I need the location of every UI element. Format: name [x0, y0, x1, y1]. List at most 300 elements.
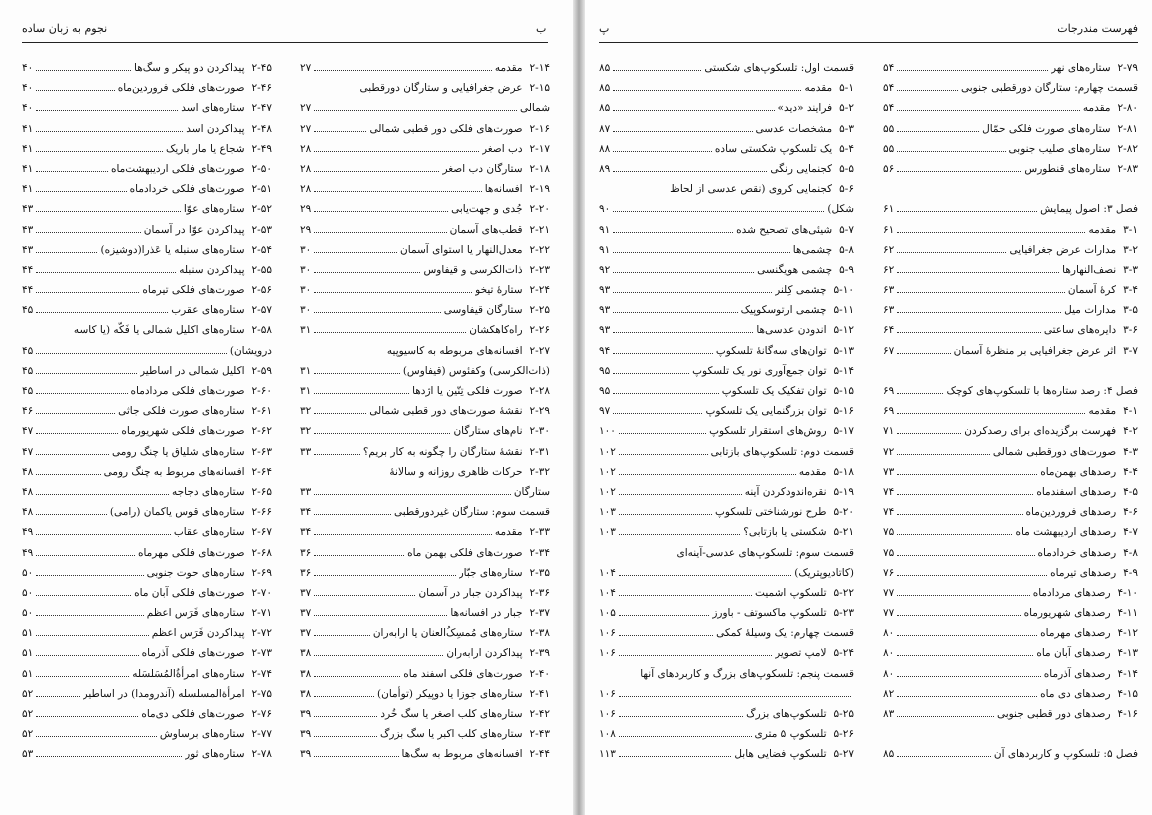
- toc-entry: [883, 442, 1138, 462]
- dot-leader: [314, 488, 511, 495]
- entry-title: ستاره‌های عقرب: [171, 304, 245, 317]
- right-page: [585, 0, 1152, 815]
- entry-title: رصدهای مردادماه: [1032, 586, 1111, 599]
- entry-number: ۵-۳: [839, 122, 854, 135]
- dot-leader: [314, 448, 360, 455]
- entry-page-number: ۸۵: [883, 748, 895, 761]
- dot-leader: [619, 690, 851, 697]
- dot-leader: [36, 306, 168, 313]
- dot-leader: [613, 226, 733, 233]
- dot-leader: [897, 226, 1085, 233]
- entry-number: ۲-۱۸: [529, 162, 550, 175]
- dot-leader: [897, 165, 1021, 172]
- toc-entry: [300, 744, 550, 764]
- toc-entry: [599, 159, 854, 179]
- entry-title: پیداکردن ارابه‌ران: [446, 647, 523, 660]
- entry-page-number: ۵۲: [22, 708, 34, 720]
- entry-number: ۲-۵۵: [251, 263, 272, 276]
- entry-title: ستاره‌های نهر: [1050, 62, 1111, 74]
- entry-number: ۲-۴۴: [529, 748, 550, 761]
- entry-page-number: ۳۹: [300, 728, 312, 741]
- entry-title: افسانه‌های مربوطه به کاسیوپیه: [386, 344, 523, 357]
- dot-leader: [897, 468, 1037, 475]
- entry-title: مدارات میل: [1064, 304, 1117, 317]
- entry-page-number: ۹۰: [599, 203, 611, 216]
- entry-number: ۴-۴: [1123, 465, 1138, 478]
- toc-entry: [300, 361, 550, 381]
- entry-title: صورت‌های فلکی آبان ماه: [134, 586, 245, 599]
- dot-leader: [619, 488, 742, 495]
- entry-title: فصل ۴: رصد ستاره‌ها با تلسکوپ‌های کوچک: [946, 385, 1138, 397]
- toc-entry: [22, 744, 272, 764]
- entry-page-number: ۴۱: [22, 122, 34, 135]
- toc-entry: [599, 563, 854, 583]
- entry-number: ۲-۴۱: [529, 687, 550, 700]
- entry-page-number: ۲۸: [300, 162, 312, 175]
- toc-entry: [599, 78, 854, 98]
- toc-entry: [300, 583, 550, 603]
- entry-title: ستاره‌های مُمسِکُ‌العنان یا ارابه‌ران: [372, 627, 523, 640]
- dot-leader: [613, 306, 737, 313]
- entry-number: ۲-۴۲: [529, 708, 550, 720]
- entry-title: ستارگان: [513, 485, 550, 498]
- entry-page-number: ۳۰: [300, 263, 312, 276]
- entry-page-number: ۳۴: [300, 506, 312, 519]
- entry-title: ستاره‌های اکلیل شمالی یا فَکّه (یا کاسه: [73, 324, 245, 337]
- entry-title: روش‌های استقرار تلسکوپ: [709, 425, 827, 438]
- dot-leader: [619, 629, 713, 636]
- toc-entry: [22, 58, 272, 78]
- entry-page-number: ۱۰۶: [599, 627, 616, 640]
- toc-entry: [300, 179, 550, 199]
- toc-entry: [300, 543, 550, 563]
- entry-title: ستاره‌های اسد: [181, 102, 245, 115]
- entry-number: ۲-۳۸: [529, 627, 550, 640]
- entry-number: ۲-۷۱: [251, 607, 272, 620]
- entry-title: افسانه‌های مربوط به سگ‌ها: [401, 748, 523, 761]
- toc-entry: [300, 442, 550, 462]
- entry-page-number: ۸۸: [599, 142, 611, 155]
- toc-entry: [300, 159, 550, 179]
- toc-entry: [599, 502, 854, 522]
- entry-number: ۲-۷۸: [251, 748, 272, 761]
- entry-number: ۵-۶: [839, 183, 854, 196]
- entry-title: صورت‌های فلکی شهریورماه: [121, 425, 245, 438]
- entry-number: ۲-۴۶: [251, 82, 272, 95]
- toc-entry: [599, 58, 854, 78]
- toc-entry: [883, 58, 1138, 78]
- entry-page-number: ۷۷: [883, 607, 895, 620]
- entry-number: ۲-۱۷: [529, 142, 550, 155]
- entry-page-number: ۱۰۶: [599, 687, 616, 700]
- toc-entry: [883, 583, 1138, 603]
- dot-leader: [619, 528, 740, 535]
- entry-page-number: ۲۹: [300, 203, 312, 216]
- entry-number: ۲-۶۰: [251, 385, 272, 397]
- running-head-title: فهرست مندرجات: [1057, 22, 1138, 35]
- dot-leader: [314, 427, 450, 434]
- entry-page-number: ۷۶: [883, 566, 895, 579]
- entry-page-number: ۹۳: [599, 304, 611, 317]
- entry-title: مشخصات عدسی: [755, 122, 833, 135]
- dot-leader: [314, 649, 443, 656]
- toc-entry: [22, 522, 272, 542]
- entry-number: ۲-۷۹: [1117, 62, 1138, 74]
- entry-number: ۲-۲۳: [529, 263, 550, 276]
- dot-leader: [613, 347, 713, 354]
- toc-entry: [300, 684, 550, 704]
- entry-title: پیداکردن جبار در آسمان: [418, 586, 523, 599]
- entry-page-number: ۴۰: [22, 102, 34, 115]
- entry-title: قطب‌های آسمان: [449, 223, 523, 236]
- entry-title: مقدمه: [1088, 223, 1117, 236]
- entry-page-number: ۴۰: [22, 62, 34, 74]
- entry-title: نصف‌النهارها: [1062, 263, 1117, 276]
- entry-page-number: ۳۱: [300, 385, 312, 397]
- entry-page-number: ۹۳: [599, 284, 611, 297]
- entry-title: مقدمه: [798, 465, 827, 478]
- dot-leader: [613, 205, 824, 212]
- dot-leader: [897, 670, 1040, 677]
- entry-number: ۵-۲۳: [833, 607, 854, 620]
- entry-title: مقدمه: [1082, 102, 1111, 115]
- entry-number: ۴-۱۲: [1117, 627, 1138, 640]
- entry-title: راه‌کاهکشان: [469, 324, 523, 337]
- toc-entry: [300, 643, 550, 663]
- entry-number: ۲-۸۱: [1117, 122, 1138, 135]
- entry-page-number: ۳۱: [300, 364, 312, 377]
- dot-leader: [36, 448, 109, 455]
- dot-leader: [314, 266, 420, 273]
- entry-number: ۳-۳: [1123, 263, 1138, 276]
- entry-title: پیداکردن فَرَس اعظم: [151, 627, 245, 640]
- entry-page-number: ۹۳: [599, 324, 611, 337]
- toc-entry: [883, 643, 1138, 663]
- toc-entry: [599, 543, 854, 563]
- dot-leader: [314, 750, 398, 757]
- toc-entry: [883, 744, 1138, 764]
- dot-leader: [897, 84, 958, 91]
- entry-number: ۵-۹: [839, 263, 854, 276]
- toc-entry: [599, 361, 854, 381]
- dot-leader: [36, 649, 138, 656]
- entry-page-number: ۳۸: [300, 647, 312, 660]
- header-rule: [22, 42, 548, 43]
- dot-leader: [613, 286, 772, 293]
- entry-title: درویشان): [229, 344, 272, 357]
- entry-title: ستاره‌های ثور: [185, 748, 245, 761]
- entry-title: رصدهای فروردین‌ماه: [1025, 506, 1117, 519]
- toc-entry: [22, 78, 272, 98]
- entry-page-number: ۶۳: [883, 304, 895, 317]
- dot-leader: [314, 125, 366, 132]
- entry-page-number: ۱۰۸: [599, 728, 616, 741]
- entry-title: مقدمه: [1088, 405, 1117, 418]
- dot-leader: [314, 589, 415, 596]
- dot-leader: [613, 266, 754, 273]
- entry-title: تلسکوپ ماکسوتف - باورز: [712, 607, 827, 620]
- toc-entry: [22, 684, 272, 704]
- entry-page-number: ۳۲: [300, 425, 312, 438]
- dot-leader: [897, 569, 1047, 576]
- entry-title: قسمت سوم: تلسکوپ‌های عدسی-آینه‌ای: [676, 546, 854, 559]
- entry-title: ستاره‌های کلب اکبر یا سگ بزرگ: [379, 728, 523, 741]
- entry-page-number: ۸۰: [883, 667, 895, 680]
- toc-entry: [599, 603, 854, 623]
- toc-entry: [22, 482, 272, 502]
- dot-leader: [613, 145, 712, 152]
- toc-entry: [22, 341, 272, 361]
- toc-entry: [599, 119, 854, 139]
- entry-number: ۲-۳۷: [529, 607, 550, 620]
- entry-page-number: ۵۱: [22, 667, 34, 680]
- toc-entry: [883, 603, 1138, 623]
- toc-entry: [599, 401, 854, 421]
- entry-title: شکل): [827, 203, 854, 216]
- entry-number: ۵-۱۹: [833, 485, 854, 498]
- toc-column-left: [599, 58, 854, 765]
- entry-title: پیداکردن عوّا در آسمان: [143, 223, 245, 236]
- toc-entry: [883, 482, 1138, 502]
- entry-title: توان جمع‌آوری نور یک تلسکوپ: [692, 364, 827, 377]
- entry-page-number: ۳۴: [300, 526, 312, 539]
- dot-leader: [314, 64, 492, 71]
- entry-page-number: ۵۰: [22, 566, 34, 579]
- entry-number: ۲-۷۴: [251, 667, 272, 680]
- dot-leader: [314, 226, 446, 233]
- entry-number: ۲-۷۷: [251, 728, 272, 741]
- entry-number: ۵-۵: [839, 162, 854, 175]
- entry-title: نقشهٔ ستارگان را چگونه به کار بریم؟: [362, 445, 523, 458]
- dot-leader: [613, 387, 718, 394]
- dot-leader: [36, 589, 131, 596]
- toc-entry: [599, 240, 854, 260]
- dot-leader: [897, 710, 994, 717]
- entry-page-number: ۹۲: [599, 263, 611, 276]
- entry-title: فصل ۳: اصول پیمایش: [1040, 203, 1138, 216]
- toc-entry: [599, 744, 854, 764]
- entry-page-number: ۳۹: [300, 708, 312, 720]
- dot-leader: [897, 690, 1037, 697]
- entry-number: ۴-۹: [1123, 566, 1138, 579]
- toc-entry: [22, 502, 272, 522]
- entry-title: مقدمه: [804, 82, 833, 95]
- dot-leader: [36, 468, 100, 475]
- entry-title: اندودن عدسی‌ها: [756, 324, 827, 337]
- entry-title: شکستی یا بازتابی؟: [743, 526, 827, 539]
- dot-leader: [36, 266, 176, 273]
- entry-number: ۴-۱۴: [1117, 667, 1138, 680]
- entry-page-number: ۴۴: [22, 263, 34, 276]
- dot-leader: [36, 569, 143, 576]
- toc-entry: [300, 522, 550, 542]
- entry-number: ۲-۵۹: [251, 364, 272, 377]
- entry-number: ۴-۱۱: [1117, 607, 1138, 620]
- entry-number: ۴-۵: [1123, 485, 1138, 498]
- toc-entry: [22, 704, 272, 724]
- toc-entry: [22, 442, 272, 462]
- dot-leader: [613, 367, 689, 374]
- dot-leader: [314, 407, 366, 414]
- dot-leader: [36, 246, 97, 253]
- entry-number: ۲-۶۷: [251, 526, 272, 539]
- toc-entry: [300, 664, 550, 684]
- entry-title: تلسکوپ اشمیت: [755, 586, 827, 599]
- toc-entry: [883, 623, 1138, 643]
- entry-title: نقره‌اندودکردن آینه: [744, 485, 827, 498]
- dot-leader: [314, 185, 481, 192]
- entry-title: شیئی‌های تصحیح شده: [736, 223, 833, 236]
- dot-leader: [619, 508, 712, 515]
- entry-title: فهرست برگزیده‌ای برای رصدکردن: [964, 425, 1117, 438]
- entry-title: قسمت پنجم: تلسکوپ‌های بزرگ و کاربردهای آنها: [640, 667, 854, 680]
- toc-entry: [599, 421, 854, 441]
- entry-page-number: ۷۳: [883, 465, 895, 478]
- entry-number: ۲-۵۲: [251, 203, 272, 216]
- entry-number: ۳-۵: [1123, 304, 1138, 317]
- entry-title: لامپ تصویر: [775, 647, 827, 660]
- entry-number: ۵-۲۶: [833, 728, 854, 741]
- dot-leader: [619, 649, 772, 656]
- entry-number: ۲-۴۰: [529, 667, 550, 680]
- entry-number: ۲-۶۴: [251, 465, 272, 478]
- entry-title: رصدهای دور قطبی جنوبی: [996, 708, 1111, 720]
- entry-number: ۲-۴۵: [251, 62, 272, 74]
- entry-title: تلسکوپ‌های بزرگ: [746, 708, 827, 720]
- dot-leader: [897, 488, 1033, 495]
- entry-number: ۵-۲۵: [833, 708, 854, 720]
- entry-title: ستاره‌های امرأةُالمُسَلسَله: [132, 667, 245, 680]
- dot-leader: [36, 609, 143, 616]
- entry-page-number: ۱۰۶: [599, 647, 616, 660]
- entry-page-number: ۵۶: [883, 162, 895, 175]
- entry-title: ستاره‌های دجاجه: [172, 485, 245, 498]
- toc-entry: [300, 280, 550, 300]
- dot-leader: [619, 448, 708, 455]
- entry-number: ۲-۵۷: [251, 304, 272, 317]
- entry-title: رصدهای اسفندماه: [1036, 485, 1117, 498]
- toc-entry: [22, 623, 272, 643]
- entry-page-number: ۱۰۲: [599, 445, 616, 458]
- entry-number: ۲-۵۸: [251, 324, 272, 337]
- entry-title: معدل‌النهار یا استوای آسمان: [400, 243, 523, 256]
- entry-number: ۵-۲: [839, 102, 854, 115]
- dot-leader: [314, 670, 400, 677]
- entry-page-number: ۲۷: [300, 102, 312, 115]
- dot-leader: [36, 629, 148, 636]
- toc-entry: [22, 98, 272, 118]
- entry-number: ۲-۸۳: [1117, 162, 1138, 175]
- entry-page-number: ۳۰: [300, 243, 312, 256]
- entry-page-number: ۹۴: [599, 344, 611, 357]
- toc-entry: [22, 139, 272, 159]
- dot-leader: [36, 367, 137, 374]
- entry-title: صورت‌های فلکی اردیبهشت‌ماه: [110, 162, 245, 175]
- entry-number: ۲-۴۳: [529, 728, 550, 741]
- toc-entry: [883, 78, 1138, 98]
- entry-title: شجاع یا مار باریک: [165, 142, 245, 155]
- dot-leader: [314, 710, 377, 717]
- entry-page-number: ۶۲: [883, 263, 895, 276]
- entry-page-number: ۴۱: [22, 162, 34, 175]
- toc-entry: [300, 482, 550, 502]
- dot-leader: [897, 508, 1022, 515]
- dot-leader: [314, 165, 439, 172]
- entry-number: ۲-۲۶: [529, 324, 550, 337]
- entry-number: ۴-۶: [1123, 506, 1138, 519]
- book-gutter: [573, 0, 585, 815]
- entry-title: کجنمایی رنگی: [770, 162, 833, 175]
- entry-title: صورت‌های فلکی آذرماه: [141, 647, 245, 660]
- page-folio: ب: [536, 22, 547, 35]
- entry-page-number: ۳۱: [300, 324, 312, 337]
- dot-leader: [36, 427, 118, 434]
- entry-number: ۲-۵۳: [251, 223, 272, 236]
- toc-entry: [300, 563, 550, 583]
- dot-leader: [36, 488, 169, 495]
- entry-title: افسانه‌ها: [484, 183, 523, 196]
- toc-entry: [300, 724, 550, 744]
- entry-title: قسمت اول: تلسکوپ‌های شکستی: [704, 62, 854, 74]
- spacer: [883, 179, 1138, 199]
- entry-page-number: ۳۳: [300, 485, 312, 498]
- entry-page-number: ۱۰۳: [599, 506, 616, 519]
- toc-entry: [22, 179, 272, 199]
- entry-page-number: ۵۱: [22, 627, 34, 640]
- dot-leader: [314, 246, 397, 253]
- entry-page-number: ۳۷: [300, 586, 312, 599]
- entry-title: توان تفکیک یک تلسکوپ: [721, 385, 827, 397]
- dot-leader: [897, 387, 943, 394]
- toc-entry: [599, 583, 854, 603]
- entry-number: ۲-۶۸: [251, 546, 272, 559]
- entry-page-number: ۴۸: [22, 485, 34, 498]
- entry-page-number: ۳۰: [300, 284, 312, 297]
- dot-leader: [613, 246, 789, 253]
- entry-number: ۲-۱۴: [529, 62, 550, 74]
- entry-title: ستاره‌های کلب اصغر یا سگ خُرد: [380, 708, 523, 720]
- entry-page-number: ۳۲: [300, 405, 312, 418]
- entry-page-number: ۶۹: [883, 405, 895, 418]
- entry-page-number: ۵۱: [22, 647, 34, 660]
- dot-leader: [314, 730, 377, 737]
- entry-page-number: ۴۹: [22, 526, 34, 539]
- entry-number: ۵-۱۵: [833, 385, 854, 397]
- toc-entry: [300, 704, 550, 724]
- toc-entry: [22, 119, 272, 139]
- entry-title: پیداکردن دو پیکر و سگ‌ها: [134, 62, 245, 74]
- toc-entry: [883, 220, 1138, 240]
- entry-number: ۵-۲۰: [833, 506, 854, 519]
- toc-entry: [599, 522, 854, 542]
- page-folio: پ: [599, 22, 610, 35]
- entry-number: ۲-۷۶: [251, 708, 272, 720]
- entry-number: ۲-۲۰: [529, 203, 550, 216]
- toc-entry: [300, 119, 550, 139]
- entry-page-number: ۳۸: [300, 687, 312, 700]
- entry-number: ۵-۷: [839, 223, 854, 236]
- toc-entry: [883, 421, 1138, 441]
- toc-entry: [599, 704, 854, 724]
- toc-entry: [22, 643, 272, 663]
- entry-title: کجنمایی کروی (نقص عدسی از لحاظ: [670, 183, 833, 196]
- entry-page-number: ۲۹: [300, 223, 312, 236]
- toc-entry: [300, 462, 550, 482]
- dot-leader: [619, 730, 752, 737]
- toc-entry: [883, 704, 1138, 724]
- entry-page-number: ۴۸: [22, 465, 34, 478]
- toc-entry: [300, 320, 550, 340]
